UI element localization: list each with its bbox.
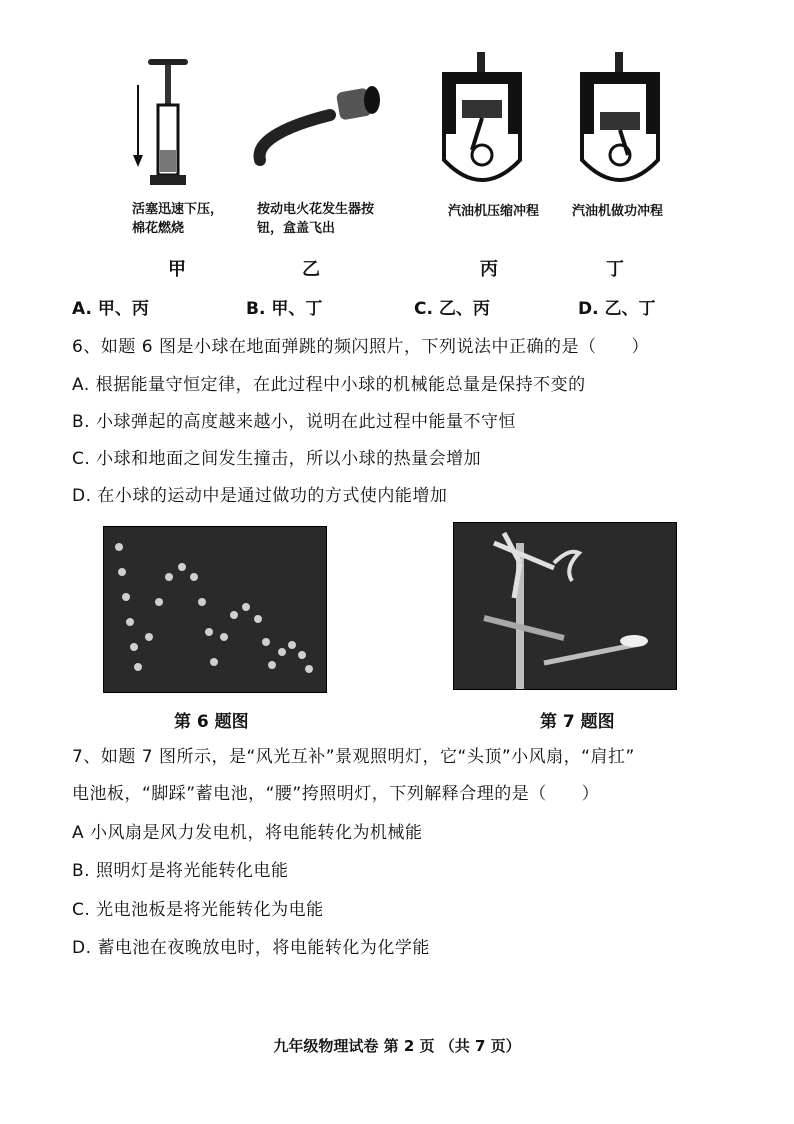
caption-jia: 活塞迅速下压， 棉花燃烧 — [132, 202, 224, 236]
q7-option-d[interactable]: D. 蓄电池在夜晚放电时，将电能转化为化学能 — [72, 938, 430, 958]
spark-generator-figure — [250, 80, 390, 175]
page-footer: 九年级物理试卷 第 2 页 （共 7 页） — [273, 1037, 521, 1055]
wind-solar-lamp-drawing — [454, 523, 676, 689]
q7-option-c[interactable]: C. 光电池板是将光能转化为电能 — [72, 900, 324, 920]
bouncing-ball-photo — [103, 526, 327, 693]
q5-option-d[interactable]: D. 乙、丁 — [578, 299, 656, 319]
q6-option-a[interactable]: A. 根据能量守恒定律，在此过程中小球的机械能总量是保持不变的 — [72, 375, 586, 395]
bouncing-ball-drawing — [104, 527, 326, 692]
wind-solar-lamp-photo — [453, 522, 677, 690]
label-bing: 丙 — [480, 259, 498, 280]
q7-stem-line-1: 7、如题 7 图所示，是“风光互补”景观照明灯，它“头顶”小风扇，“肩扛” — [72, 747, 635, 767]
air-pump-figure — [130, 55, 205, 195]
q5-option-c[interactable]: C. 乙、丙 — [414, 299, 490, 319]
label-yi: 乙 — [302, 259, 320, 280]
engine-power-figure — [570, 50, 670, 200]
engine-compression-figure — [432, 50, 532, 200]
q6-stem: 6、如题 6 图是小球在地面弹跳的频闪照片，下列说法中正确的是（ ） — [72, 337, 649, 357]
q6-option-d[interactable]: D. 在小球的运动中是通过做功的方式使内能增加 — [72, 486, 448, 506]
label-ding: 丁 — [606, 259, 624, 280]
q5-option-a[interactable]: A. 甲、丙 — [72, 299, 149, 319]
q7-stem-line-2: 电池板，“脚踩”蓄电池，“腰”挎照明灯，下列解释合理的是（ ） — [72, 784, 600, 804]
caption-bing: 汽油机压缩冲程 — [448, 204, 540, 219]
q5-option-b[interactable]: B. 甲、丁 — [246, 299, 323, 319]
q7-option-b[interactable]: B. 照明灯是将光能转化电能 — [72, 861, 289, 881]
caption-ding: 汽油机做功冲程 — [572, 204, 664, 219]
label-jia: 甲 — [168, 259, 186, 280]
q7-option-a[interactable]: A 小风扇是风力发电机，将电能转化为机械能 — [72, 823, 423, 843]
q6-option-c[interactable]: C. 小球和地面之间发生撞击，所以小球的热量会增加 — [72, 449, 482, 469]
figure-6-caption: 第 6 题图 — [174, 712, 249, 732]
q6-option-b[interactable]: B. 小球弹起的高度越来越小，说明在此过程中能量不守恒 — [72, 412, 516, 432]
figure-7-caption: 第 7 题图 — [540, 712, 615, 732]
caption-yi: 按动电火花发生器按 钮，盒盖飞出 — [257, 202, 375, 236]
